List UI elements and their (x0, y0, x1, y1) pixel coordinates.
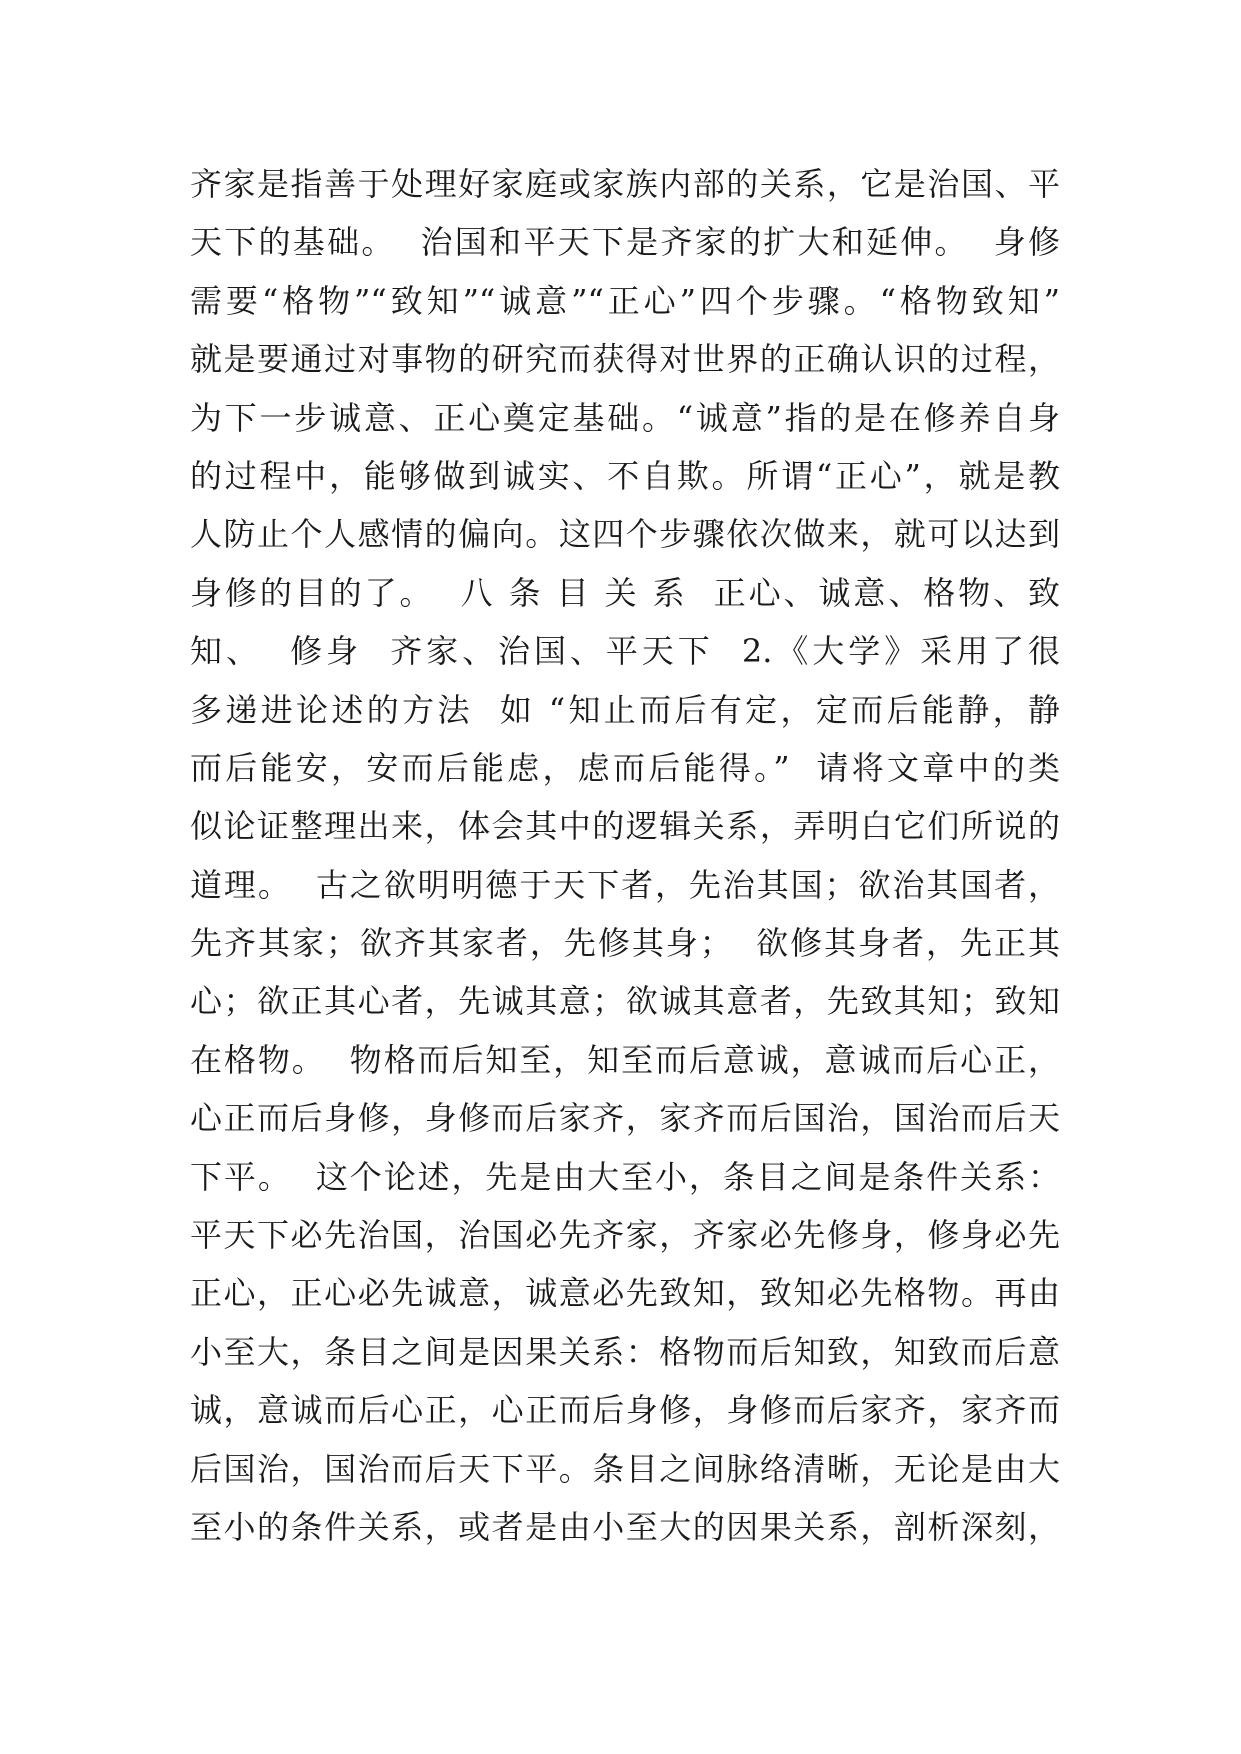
text-line: 道理。 古之欲明明德于天下者，先治其国；欲治其国者， (190, 865, 1060, 904)
text-line: 就是要通过对事物的研究而获得对世界的正确认识的过程， (190, 340, 1060, 379)
text-line: 后国治，国治而后天下平。条目之间脉络清晰，无论是由大 (190, 1449, 1060, 1488)
text-line: 需要“格物”“致知”“诚意”“正心”四个步骤。“格物致知” (190, 281, 1060, 320)
text-line: 心正而后身修，身修而后家齐，家齐而后国治，国治而后天 (190, 1099, 1060, 1138)
text-line: 人防止个人感情的偏向。这四个步骤依次做来，就可以达到 (190, 515, 1060, 554)
text-line: 天下的基础。 治国和平天下是齐家的扩大和延伸。 身修 (190, 223, 1060, 262)
text-line: 似论证整理出来，体会其中的逻辑关系，弄明白它们所说的 (190, 807, 1060, 846)
text-line: 在格物。 物格而后知至，知至而后意诚，意诚而后心正， (190, 1040, 1060, 1079)
text-line: 齐家是指善于处理好家庭或家族内部的关系，它是治国、平 (190, 165, 1060, 203)
text-line: 多递进论述的方法 如 “知止而后有定，定而后能静，静 (190, 690, 1060, 729)
text-line: 下平。 这个论述，先是由大至小，条目之间是条件关系： (190, 1157, 1060, 1196)
text-line: 的过程中，能够做到诚实、不自欺。所谓“正心”，就是教 (190, 456, 1060, 495)
text-line: 知、 修身 齐家、治国、平天下 2.《大学》采用了很 (190, 632, 1060, 671)
text-line: 至小的条件关系，或者是由小至大的因果关系，剖析深刻， (190, 1507, 1060, 1546)
text-line: 为下一步诚意、正心奠定基础。“诚意”指的是在修养自身 (190, 398, 1060, 437)
text-line: 诚，意诚而后心正，心正而后身修，身修而后家齐，家齐而 (190, 1391, 1060, 1430)
text-line: 平天下必先治国，治国必先齐家，齐家必先修身，修身必先 (190, 1216, 1060, 1255)
text-line: 正心，正心必先诚意，诚意必先致知，致知必先格物。再由 (190, 1274, 1060, 1313)
text-line: 小至大，条目之间是因果关系：格物而后知致，知致而后意 (190, 1332, 1060, 1371)
text-line: 心；欲正其心者，先诚其意；欲诚其意者，先致其知；致知 (190, 982, 1060, 1021)
body-text (190, 155, 1060, 1556)
text-line: 而后能安，安而后能虑，虑而后能得。” 请将文章中的类 (190, 748, 1060, 787)
text-line: 先齐其家；欲齐其家者，先修其身； 欲修其身者，先正其 (190, 924, 1060, 963)
text-line: 身修的目的了。 八 条 目 关 系 正心、诚意、格物、致 (190, 573, 1060, 612)
